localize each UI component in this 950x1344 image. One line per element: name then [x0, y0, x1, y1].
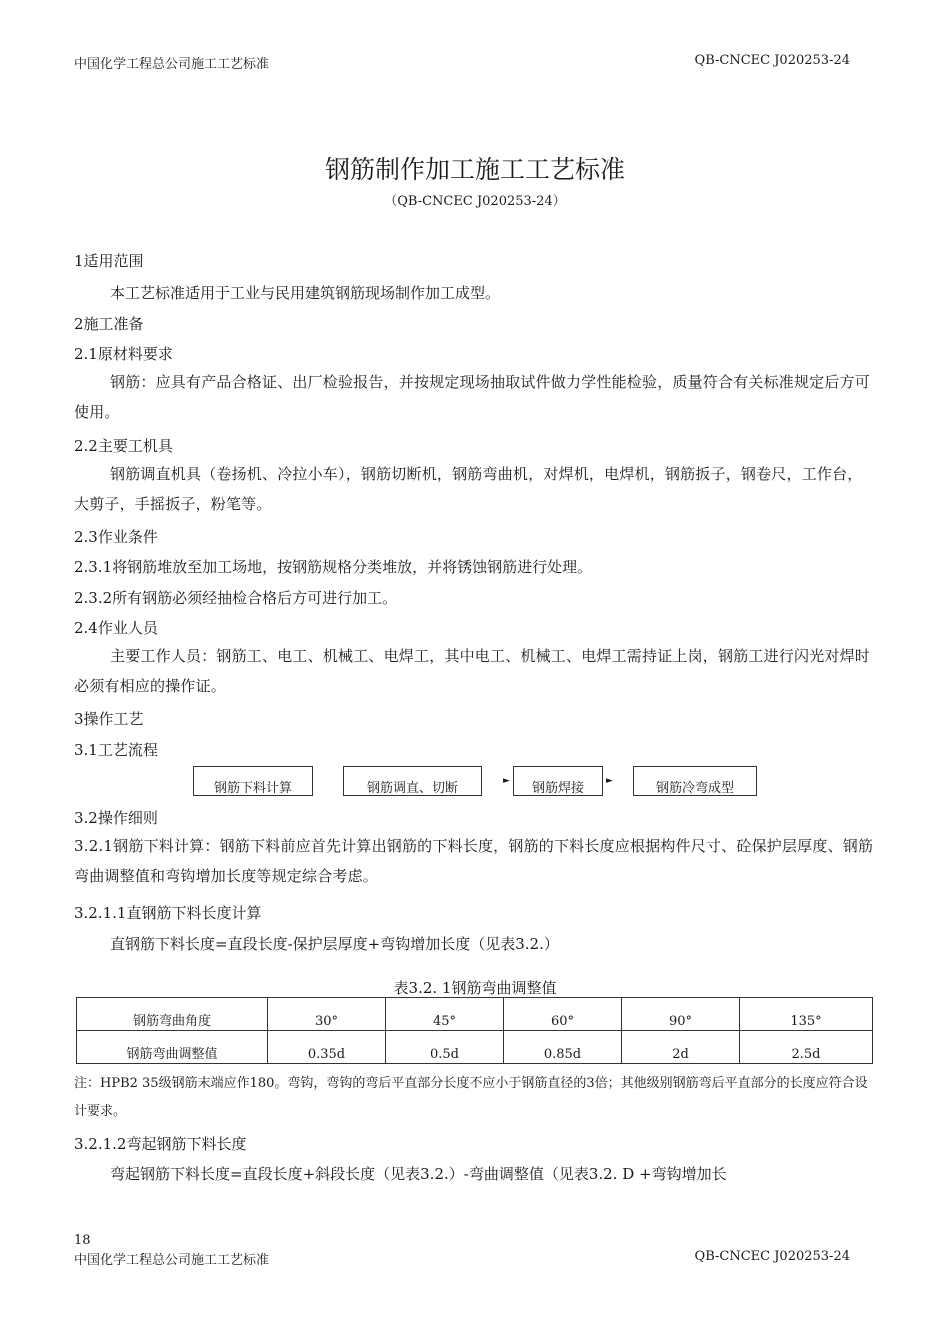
- section-1-heading: 1适用范围: [74, 252, 144, 270]
- section-3-2-heading: 3.2操作细则: [74, 809, 158, 827]
- table-cell: 钢筋弯曲角度: [77, 998, 268, 1031]
- section-2-4-heading: 2.4作业人员: [74, 619, 158, 637]
- table-cell: 60°: [504, 998, 622, 1031]
- section-3-1-heading: 3.1工艺流程: [74, 741, 158, 759]
- section-1-paragraph: 本工艺标准适用于工业与民用建筑钢筋现场制作加工成型。: [110, 284, 501, 302]
- section-3-2-1-1-heading: 3.2.1.1直钢筋下料长度计算: [74, 904, 262, 922]
- table-row: [77, 998, 873, 1031]
- section-3-2-1-1-paragraph: 直钢筋下料长度=直段长度-保护层厚度+弯钩增加长度（见表3.2.）: [110, 935, 559, 953]
- section-2-3-2: 2.3.2所有钢筋必须经抽检合格后方可进行加工。: [74, 589, 398, 607]
- footer-org: 中国化学工程总公司施工工艺标准: [74, 1253, 270, 1268]
- section-2-1-heading: 2.1原材料要求: [74, 345, 173, 363]
- section-2-3-heading: 2.3作业条件: [74, 528, 158, 546]
- flow-step-2: 钢筋调直、切断: [343, 766, 482, 796]
- section-2-2-paragraph: 钢筋调直机具（卷扬机、冷拉小车），钢筋切断机，钢筋弯曲机，对焊机，电焊机，钢筋扳子，钢卷尺，工作台，大剪子，手摇扳子，粉笔等。: [74, 465, 863, 513]
- table-cell: 2.5d: [740, 1031, 873, 1064]
- section-2-heading: 2施工准备: [74, 315, 144, 333]
- flow-arrow-icon: ►: [606, 776, 613, 786]
- section-3-2-1-2-heading: 3.2.1.2弯起钢筋下料长度: [74, 1135, 247, 1153]
- section-3-heading: 3操作工艺: [74, 710, 144, 728]
- document-subtitle: （QB-CNCEC J020253-24）: [384, 194, 566, 209]
- section-3-2-1-2-paragraph: 弯起钢筋下料长度=直段长度+斜段长度（见表3.2.）-弯曲调整值（见表3.2. D +弯钩增加长: [110, 1165, 727, 1183]
- table-cell: 45°: [386, 998, 504, 1031]
- page-number: 18: [74, 1233, 91, 1248]
- flow-step-3: 钢筋焊接: [513, 766, 603, 796]
- table-cell: 0.85d: [504, 1031, 622, 1064]
- table-cell: 0.5d: [386, 1031, 504, 1064]
- table-cell: 0.35d: [268, 1031, 386, 1064]
- header-org: 中国化学工程总公司施工工艺标准: [74, 57, 270, 72]
- document-title: 钢筋制作加工施工工艺标准: [324, 155, 625, 184]
- table-cell: 钢筋弯曲调整值: [77, 1031, 268, 1064]
- table-cell: 90°: [622, 998, 740, 1031]
- section-2-4-paragraph: 主要工作人员：钢筋工、电工、机械工、电焊工，其中电工、机械工、电焊工需持证上岗，钢筋工进行闪光对焊时必须有相应的操作证。: [74, 647, 871, 695]
- flow-arrow-icon: ►: [503, 776, 510, 786]
- flow-step-1: 钢筋下料计算: [193, 766, 313, 796]
- table-note: 注：HPB2 35级钢筋末端应作180。弯钩，弯钩的弯后平直部分长度不应小于钢筋直径的3倍；其他级别钢筋弯后平直部分的长度应符合设计要求。: [74, 1076, 868, 1119]
- table-caption: 表3.2. 1钢筋弯曲调整值: [393, 979, 557, 997]
- section-3-2-1-paragraph: 3.2.1钢筋下料计算：钢筋下料前应首先计算出钢筋的下料长度，钢筋的下料长度应根据构件尺寸、砼保护层厚度、钢筋弯曲调整值和弯钩增加长度等规定综合考虑。: [74, 837, 874, 885]
- section-2-3-1: 2.3.1将钢筋堆放至加工场地，按钢筋规格分类堆放，并将锈蚀钢筋进行处理。: [74, 558, 593, 576]
- flow-step-4: 钢筋冷弯成型: [633, 766, 757, 796]
- table-cell: 135°: [740, 998, 873, 1031]
- bend-adjustment-table: [76, 997, 873, 1064]
- section-2-1-paragraph: 钢筋：应具有产品合格证、出厂检验报告，并按规定现场抽取试件做力学性能检验，质量符合有关标准规定后方可使用。: [74, 373, 871, 421]
- section-2-2-heading: 2.2主要工机具: [74, 437, 173, 455]
- table-cell: 30°: [268, 998, 386, 1031]
- footer-code: QB-CNCEC J020253-24: [694, 1249, 850, 1264]
- header-code: QB-CNCEC J020253-24: [694, 53, 850, 68]
- table-cell: 2d: [622, 1031, 740, 1064]
- table-row: [77, 1031, 873, 1064]
